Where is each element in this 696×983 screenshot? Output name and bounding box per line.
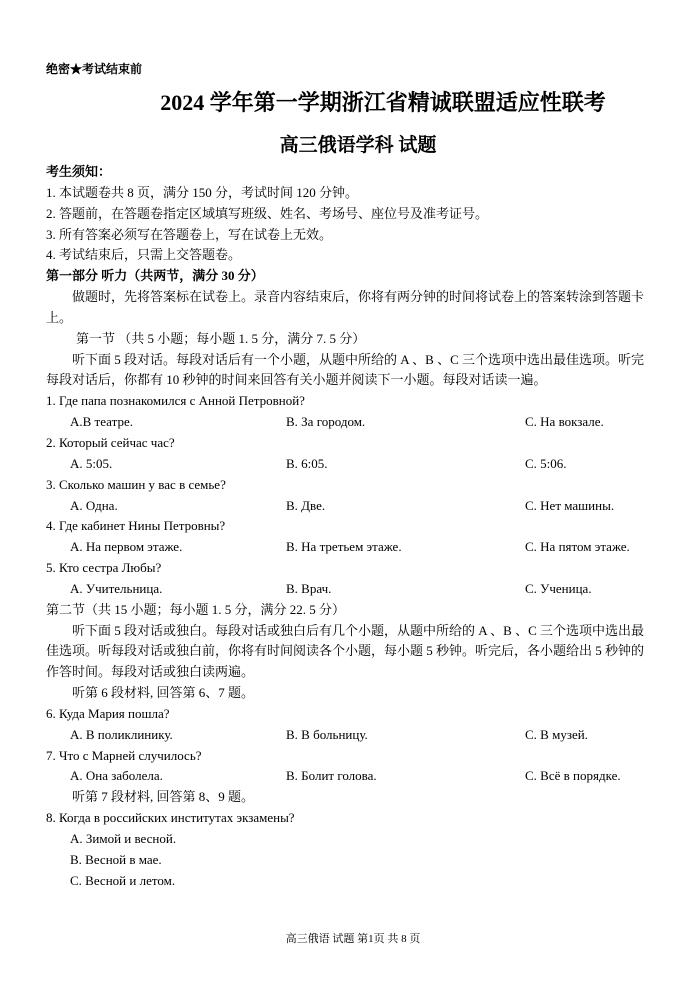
option-a: A. Одна. xyxy=(70,497,118,513)
confidential-label: 绝密★考试结束前 xyxy=(46,62,143,76)
option-c: C. Ученица. xyxy=(525,580,592,596)
question-options xyxy=(46,496,651,517)
question: 5. Кто сестра Любы? xyxy=(46,560,162,576)
notice-item: 2. 答题前，在答题卷指定区域填写班级、姓名、考场号、座位号及准考证号。 xyxy=(46,205,489,221)
question: 3. Сколько машин у вас в семье? xyxy=(46,476,226,492)
option-c: C. На вокзале. xyxy=(525,414,604,430)
option-b: B. Врач. xyxy=(286,580,332,596)
option-a: A. Она заболела. xyxy=(70,768,163,784)
section1-heading: 第一节 （共 5 小题；每小题 1. 5 分，满分 7. 5 分） xyxy=(76,330,366,346)
option-b: B. Болит голова. xyxy=(286,768,377,784)
material-7-note: 听第 7 段材料, 回答第 8、9 题。 xyxy=(72,789,255,805)
option-c: C. 5:06. xyxy=(525,455,567,471)
question: 4. Где кабинет Нины Петровны? xyxy=(46,518,226,534)
notice-item: 3. 所有答案必须写在答题卷上，写在试卷上无效。 xyxy=(46,226,333,242)
option-c: C. В музей. xyxy=(525,726,588,742)
question-options xyxy=(46,412,651,433)
option-b: B. В больницу. xyxy=(286,726,368,742)
option-a: A. Зимой и весной. xyxy=(70,831,177,846)
notice-item: 1. 本试题卷共 8 页，满分 150 分，考试时间 120 分钟。 xyxy=(46,184,359,200)
material-6-note: 听第 6 段材料, 回答第 6、7 题。 xyxy=(72,685,255,701)
question-options xyxy=(46,766,651,787)
option-a: A.В театре. xyxy=(70,414,133,430)
question-options xyxy=(46,725,651,746)
option-b: B. 6:05. xyxy=(286,455,328,471)
section2-questions xyxy=(46,704,651,787)
option-b: B. За городом. xyxy=(286,414,366,430)
option-b: B. На третьем этаже. xyxy=(286,539,402,555)
option-c: C. Всё в порядке. xyxy=(525,768,621,784)
section1-questions xyxy=(46,391,651,599)
option-a: A. В поликлинику. xyxy=(70,726,173,742)
exam-subtitle: 高三俄语学科 试题 xyxy=(279,135,437,156)
question-options xyxy=(46,579,651,600)
option-c: C. На пятом этаже. xyxy=(525,539,630,555)
notice-heading: 考生须知： xyxy=(46,164,112,179)
section1-intro: 听下面 5 段对话。每段对话后有一个小题，从题中所给的 A 、B 、C 三个选项中选出最佳选项。听完每段对话后，你都有 10 秒钟的时间来回答有关小题并阅读下一小题。每段对话读一遍。 xyxy=(46,351,645,388)
question: 2. Который сейчас час? xyxy=(46,434,175,450)
option-c: C. Весной и летом. xyxy=(70,872,176,888)
notice-item: 4. 考试结束后，只需上交答题卷。 xyxy=(46,247,242,263)
question: 7. Что с Марней случилось? xyxy=(46,747,202,763)
page-footer: 高三俄语 试题 第1页 共 8 页 xyxy=(285,933,421,945)
question-8: 8. Когда в российских институтах экзамены? xyxy=(46,810,295,826)
option-a: A. Учительница. xyxy=(70,580,163,596)
option-b: B. Две. xyxy=(286,497,326,513)
option-a: A. На первом этаже. xyxy=(70,539,183,555)
part1-intro: 做题时，先将答案标在试卷上。录音内容结束后，你将有两分钟的时间将试卷上的答案转涂到答题卡上。 xyxy=(46,289,645,325)
question-options xyxy=(46,537,651,558)
option-c: C. Нет машины. xyxy=(525,497,615,513)
question: 1. Где папа познакомился с Анной Петровной? xyxy=(46,393,305,409)
option-a: A. 5:05. xyxy=(70,455,113,471)
document-body xyxy=(46,162,651,892)
exam-title: 2024 学年第一学期浙江省精诚联盟适应性联考 xyxy=(160,90,606,115)
question-options xyxy=(46,454,651,475)
question: 6. Куда Мария пошла? xyxy=(46,705,170,721)
section2-intro: 听下面 5 段对话或独白。每段对话或独白后有几个小题，从题中所给的 A 、B 、C 三个选项中选出最佳选项。听每段对话或独白前，你将有时间阅读各个小题，每小题 5 秒钟。听完后，各小题给出 5 秒钟的作答时间。每段对话或独白读两遍。 xyxy=(46,622,645,680)
section2-heading: 第二节（共 15 小题；每小题 1. 5 分，满分 22. 5 分） xyxy=(46,601,346,617)
option-b: B. Весной в мае. xyxy=(70,851,162,867)
part1-heading: 第一部分 听力（共两节，满分 30 分） xyxy=(46,268,264,284)
